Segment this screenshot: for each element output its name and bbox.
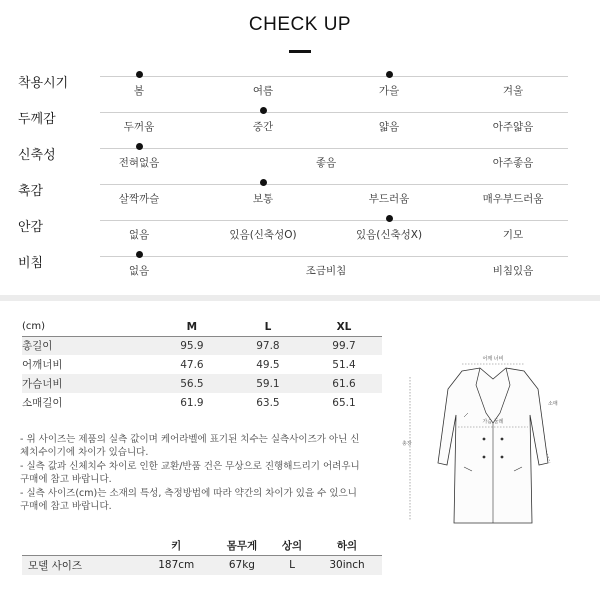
size-header-row xyxy=(22,318,382,336)
checkup-option: 가을 xyxy=(378,85,400,97)
checkup-row xyxy=(0,252,600,288)
model-header-row xyxy=(22,537,382,555)
checkup-option: 여름 xyxy=(252,85,274,97)
model-header-empty xyxy=(22,537,141,555)
model-height: 187cm xyxy=(141,555,212,575)
model-row xyxy=(22,555,382,575)
checkup-option: 중간 xyxy=(252,121,274,133)
model-header-height: 키 xyxy=(141,537,212,555)
note-text: - 실측 값과 신체치수 차이로 인한 교환/반품 건은 무상으로 진행해드리기 어려우니 구매에 참고 바랍니다. xyxy=(20,461,360,485)
checkup-option: 부드러움 xyxy=(368,193,410,205)
size-cell: 47.6 xyxy=(180,358,204,371)
model-weight: 67kg xyxy=(212,555,272,575)
checkup-row-line xyxy=(100,184,568,185)
checkup-row-label: 착용시기 xyxy=(18,76,69,91)
checkup-row-line xyxy=(100,148,568,149)
selected-indicator-dot xyxy=(260,107,267,114)
checkup-row-label: 촉감 xyxy=(18,184,44,199)
size-header-m: M xyxy=(154,318,230,336)
checkup-option: 조금비침 xyxy=(305,265,347,277)
note-text: - 실측 사이즈(cm)는 소재의 특성, 측정방법에 따라 약간의 차이가 있을 수 있으니 구매에 참고 바랍니다. xyxy=(20,488,357,512)
model-header-weight: 몸무게 xyxy=(212,537,272,555)
checkup-row-label: 안감 xyxy=(18,220,44,235)
checkup-option: 전혀없음 xyxy=(118,157,160,169)
checkup-row-line xyxy=(100,76,568,77)
table-row xyxy=(22,374,382,393)
checkup-option: 겨울 xyxy=(502,85,524,97)
model-row-label: 모델 사이즈 xyxy=(22,555,141,575)
model-header-top: 상의 xyxy=(272,537,312,555)
checkup-option: 두꺼움 xyxy=(123,121,155,133)
size-cell: 63.5 xyxy=(256,396,280,409)
coat-measurement-diagram xyxy=(398,355,588,535)
table-row xyxy=(22,355,382,374)
checkup-option: 없음 xyxy=(128,265,150,277)
sleeve-length-label: 소매 xyxy=(548,401,558,407)
selected-indicator-dot xyxy=(136,251,143,258)
size-cell: 95.9 xyxy=(154,336,230,355)
total-length-label: 총장 xyxy=(402,441,412,447)
size-notes xyxy=(20,433,360,514)
size-cell: 65.1 xyxy=(332,396,356,409)
size-row-label: 소매길이 xyxy=(22,397,63,409)
checkup-option: 있음(신축성X) xyxy=(355,229,423,241)
size-header-unit: (cm) xyxy=(22,318,154,336)
section-divider xyxy=(0,295,600,301)
checkup-row-line xyxy=(100,220,568,221)
selected-indicator-dot xyxy=(386,215,393,222)
checkup-option: 아주얇음 xyxy=(492,121,534,133)
checkup-row-line xyxy=(100,256,568,257)
checkup-option: 있음(신축성O) xyxy=(229,229,297,241)
selected-indicator-dot xyxy=(136,143,143,150)
checkup-row xyxy=(0,216,600,252)
checkup-option: 비침있음 xyxy=(492,265,534,277)
shoulder-width-label: 어깨 너비 xyxy=(482,356,504,362)
selected-indicator-dot xyxy=(260,179,267,186)
size-cell: 99.7 xyxy=(306,336,382,355)
size-row-label: 가슴너비 xyxy=(22,374,154,393)
checkup-option: 매우부드러움 xyxy=(482,193,544,205)
checkup-option: 봄 xyxy=(133,85,145,97)
checkup-option: 보통 xyxy=(252,193,274,205)
checkup-row-line xyxy=(100,112,568,113)
model-bottom-size: 30inch xyxy=(312,555,382,575)
chest-width-label: 가슴 둘레 xyxy=(482,419,504,425)
note-text: - 위 사이즈는 제품의 실측 값이며 케어라벨에 표기된 치수는 실측사이즈가 아닌 신체치수이기에 차이가 있습니다. xyxy=(20,434,360,458)
table-row xyxy=(22,393,382,412)
selected-indicator-dot xyxy=(386,71,393,78)
checkup-title: CHECK UP xyxy=(248,14,352,35)
size-cell: 59.1 xyxy=(230,374,306,393)
checkup-option: 살짝까슬 xyxy=(118,193,160,205)
size-cell: 49.5 xyxy=(256,358,280,371)
size-cell: 61.9 xyxy=(180,396,204,409)
size-cell: 56.5 xyxy=(154,374,230,393)
title-underline xyxy=(289,50,311,53)
model-top-size: L xyxy=(272,555,312,575)
size-row-label: 어깨너비 xyxy=(22,359,63,371)
checkup-row xyxy=(0,72,600,108)
checkup-row-label: 신축성 xyxy=(18,148,56,163)
checkup-row xyxy=(0,108,600,144)
size-cell: 61.6 xyxy=(306,374,382,393)
checkup-option: 아주좋음 xyxy=(492,157,534,169)
size-cell: 51.4 xyxy=(332,358,356,371)
checkup-option: 없음 xyxy=(128,229,150,241)
checkup-option: 기모 xyxy=(502,229,524,241)
checkup-option: 좋음 xyxy=(315,157,337,169)
size-cell: 97.8 xyxy=(230,336,306,355)
size-row-label: 총길이 xyxy=(22,336,154,355)
selected-indicator-dot xyxy=(136,71,143,78)
checkup-row-label: 두께감 xyxy=(18,112,56,127)
checkup-row xyxy=(0,144,600,180)
size-table xyxy=(22,318,382,412)
model-table xyxy=(22,537,382,575)
size-header-xl: XL xyxy=(306,318,382,336)
checkup-row-label: 비침 xyxy=(18,256,44,271)
size-header-l: L xyxy=(230,318,306,336)
checkup-row xyxy=(0,180,600,216)
table-row xyxy=(22,336,382,355)
model-header-bottom: 하의 xyxy=(312,537,382,555)
checkup-option: 얇음 xyxy=(378,121,400,133)
